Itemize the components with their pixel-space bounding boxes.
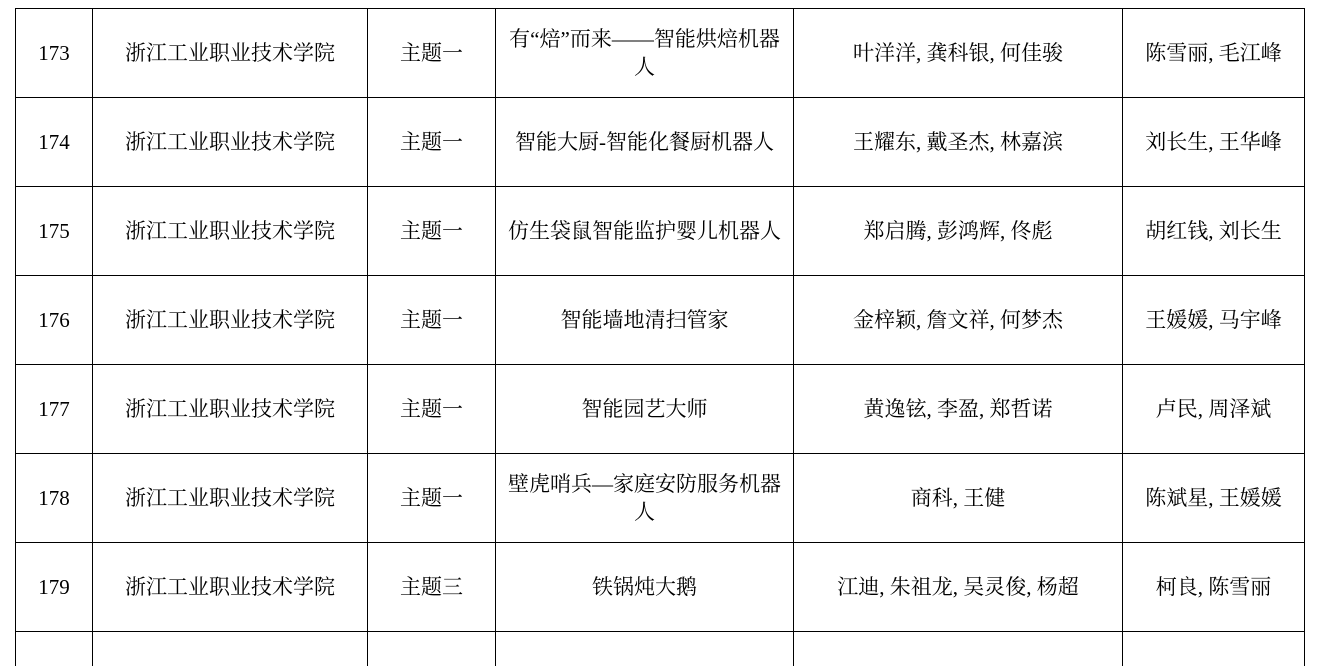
row-topic: 主题一 [368, 98, 496, 187]
row-index: 177 [16, 365, 93, 454]
row-advisors: 王媛媛, 马宇峰 [1123, 276, 1305, 365]
row-index: 174 [16, 98, 93, 187]
row-topic: 主题一 [368, 9, 496, 98]
row-students: 江迪, 朱祖龙, 吴灵俊, 杨超 [794, 543, 1123, 632]
row-advisors: 胡红钱, 刘长生 [1123, 187, 1305, 276]
row-title: 智能墙地清扫管家 [496, 276, 794, 365]
row-advisors: 陈雪丽, 毛江峰 [1123, 9, 1305, 98]
row-title: 智能园艺大师 [496, 365, 794, 454]
row-school: 浙江工业职业技术学院 [93, 276, 368, 365]
row-advisors: 刘长生, 王华峰 [1123, 98, 1305, 187]
row-topic [368, 632, 496, 666]
table-body [16, 9, 1305, 666]
row-index: 179 [16, 543, 93, 632]
row-students: 郑启腾, 彭鸿辉, 佟彪 [794, 187, 1123, 276]
row-students [794, 632, 1123, 666]
row-students: 王耀东, 戴圣杰, 林嘉滨 [794, 98, 1123, 187]
document-page [0, 8, 1319, 659]
row-advisors: 卢民, 周泽斌 [1123, 365, 1305, 454]
row-school: 浙江工业职业技术学院 [93, 187, 368, 276]
row-topic: 主题一 [368, 276, 496, 365]
table-row [16, 365, 1305, 454]
row-school: 浙江工业职业技术学院 [93, 98, 368, 187]
row-students: 黄逸铉, 李盈, 郑哲诺 [794, 365, 1123, 454]
row-school: 浙江工业职业技术学院 [93, 543, 368, 632]
project-list-table [15, 8, 1305, 666]
row-index: 176 [16, 276, 93, 365]
row-title: 智能大厨-智能化餐厨机器人 [496, 98, 794, 187]
row-index: 175 [16, 187, 93, 276]
row-advisors: 陈斌星, 王媛媛 [1123, 454, 1305, 543]
table-row [16, 543, 1305, 632]
row-title: 壁虎哨兵—家庭安防服务机器人 [496, 454, 794, 543]
row-school: 浙江工业职业技术学院 [93, 9, 368, 98]
row-advisors: 柯良, 陈雪丽 [1123, 543, 1305, 632]
table-row [16, 276, 1305, 365]
row-students: 商科, 王健 [794, 454, 1123, 543]
row-title [496, 632, 794, 666]
row-topic: 主题三 [368, 543, 496, 632]
row-index: 178 [16, 454, 93, 543]
row-index: 173 [16, 9, 93, 98]
row-school: 浙江工业职业技术学院 [93, 454, 368, 543]
row-school [93, 632, 368, 666]
row-students: 金梓颖, 詹文祥, 何梦杰 [794, 276, 1123, 365]
row-students: 叶洋洋, 龚科银, 何佳骏 [794, 9, 1123, 98]
row-topic: 主题一 [368, 365, 496, 454]
table-row [16, 9, 1305, 98]
table-row-partial [16, 632, 1305, 666]
row-title: 有“焙”而来——智能烘焙机器人 [496, 9, 794, 98]
row-title: 仿生袋鼠智能监护婴儿机器人 [496, 187, 794, 276]
table-row [16, 454, 1305, 543]
row-title: 铁锅炖大鹅 [496, 543, 794, 632]
table-row [16, 187, 1305, 276]
row-topic: 主题一 [368, 187, 496, 276]
row-school: 浙江工业职业技术学院 [93, 365, 368, 454]
table-row [16, 98, 1305, 187]
row-advisors [1123, 632, 1305, 666]
row-topic: 主题一 [368, 454, 496, 543]
row-index [16, 632, 93, 666]
